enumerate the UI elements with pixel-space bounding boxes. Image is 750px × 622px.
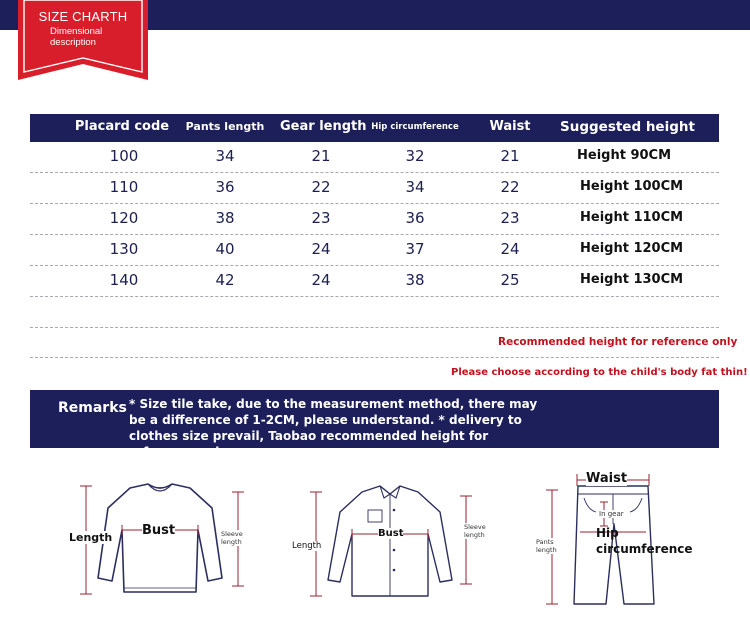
cell-pants-length: 36 bbox=[215, 178, 235, 196]
cell-hip-circumference: 32 bbox=[405, 147, 425, 165]
cell-placard-code: 100 bbox=[109, 147, 139, 165]
table-divider bbox=[30, 327, 719, 328]
shirt-sleeve-line1: Sleeve bbox=[464, 523, 486, 531]
cell-pants-length: 38 bbox=[215, 209, 235, 227]
cell-suggested-height: Height 90CM bbox=[577, 148, 672, 163]
header-suggested-height: Suggested height bbox=[560, 119, 695, 135]
remarks-text: * Size tile take, due to the measurement method, there may be a difference of 1-2CM, please understand. * delivery to clothes size prevail, Taobao recommended height for reference only. bbox=[129, 397, 538, 459]
cell-waist: 24 bbox=[500, 240, 520, 258]
cell-gear-length: 23 bbox=[311, 209, 331, 227]
cell-hip-circumference: 36 bbox=[405, 209, 425, 227]
pants-in-gear-label: In gear bbox=[599, 510, 624, 518]
ribbon-subtitle-line2: description bbox=[50, 37, 96, 48]
pants-length-label bbox=[536, 538, 557, 554]
recommended-height-note: Recommended height for reference only bbox=[498, 336, 738, 348]
cell-gear-length: 24 bbox=[311, 271, 331, 289]
pants-length-line1: Pants bbox=[536, 538, 554, 546]
size-chart-ribbon bbox=[18, 0, 148, 82]
pants-measurement-figure bbox=[530, 468, 710, 612]
cell-waist: 23 bbox=[500, 209, 520, 227]
ribbon-subtitle bbox=[50, 26, 130, 48]
shirt-length-label: Length bbox=[292, 541, 322, 551]
sweater-sleeve-label bbox=[221, 530, 243, 546]
table-row bbox=[30, 266, 719, 297]
cell-placard-code: 130 bbox=[109, 240, 139, 258]
table-row bbox=[30, 235, 719, 266]
body-fat-note: Please choose according to the child's body fat thin! bbox=[451, 367, 748, 378]
shirt-sleeve-label bbox=[464, 523, 486, 539]
remarks-label: Remarks bbox=[58, 400, 127, 416]
pants-length-line2: length bbox=[536, 546, 557, 554]
cell-pants-length: 40 bbox=[215, 240, 235, 258]
header-placard-code: Placard code bbox=[74, 119, 170, 134]
ribbon-subtitle-line1: Dimensional bbox=[50, 26, 103, 37]
pants-waist-label: Waist bbox=[586, 471, 628, 486]
cell-placard-code: 120 bbox=[109, 209, 139, 227]
cell-waist: 21 bbox=[500, 147, 520, 165]
header-pants-length: Pants length bbox=[185, 120, 265, 133]
row-divider bbox=[30, 296, 719, 297]
cell-hip-circumference: 38 bbox=[405, 271, 425, 289]
cell-pants-length: 34 bbox=[215, 147, 235, 165]
cell-waist: 22 bbox=[500, 178, 520, 196]
table-divider bbox=[30, 357, 719, 358]
pants-hip-line2: circumference bbox=[596, 542, 693, 556]
pants-hip-label bbox=[596, 525, 693, 557]
cell-waist: 25 bbox=[500, 271, 520, 289]
sweater-length-label: Length bbox=[69, 531, 113, 544]
table-row bbox=[30, 142, 719, 173]
table-row bbox=[30, 204, 719, 235]
header-waist: Waist bbox=[489, 119, 531, 134]
cell-placard-code: 140 bbox=[109, 271, 139, 289]
cell-suggested-height: Height 100CM bbox=[580, 179, 684, 194]
shirt-sleeve-line2: length bbox=[464, 531, 485, 539]
cell-pants-length: 42 bbox=[215, 271, 235, 289]
ribbon-title: SIZE CHARTH bbox=[38, 9, 128, 24]
pants-hip-line1: Hip bbox=[596, 526, 619, 540]
header-hip-circumference: Hip circumference bbox=[371, 122, 459, 132]
cell-gear-length: 21 bbox=[311, 147, 331, 165]
table-row bbox=[30, 173, 719, 204]
cell-gear-length: 22 bbox=[311, 178, 331, 196]
cell-suggested-height: Height 110CM bbox=[580, 210, 684, 225]
cell-gear-length: 24 bbox=[311, 240, 331, 258]
shirt-measurement-figure bbox=[290, 480, 490, 602]
shirt-bust-label: Bust bbox=[378, 528, 404, 539]
sweater-sleeve-line2: length bbox=[221, 538, 242, 546]
sweater-measurement-figure bbox=[60, 478, 260, 600]
cell-hip-circumference: 37 bbox=[405, 240, 425, 258]
sweater-sleeve-line1: Sleeve bbox=[221, 530, 243, 538]
cell-suggested-height: Height 130CM bbox=[580, 272, 684, 287]
cell-hip-circumference: 34 bbox=[405, 178, 425, 196]
cell-suggested-height: Height 120CM bbox=[580, 241, 684, 256]
cell-placard-code: 110 bbox=[109, 178, 139, 196]
header-gear-length: Gear length bbox=[280, 119, 367, 134]
remarks-box bbox=[30, 390, 719, 459]
sweater-bust-label: Bust bbox=[142, 523, 176, 538]
size-table-header bbox=[30, 114, 719, 142]
